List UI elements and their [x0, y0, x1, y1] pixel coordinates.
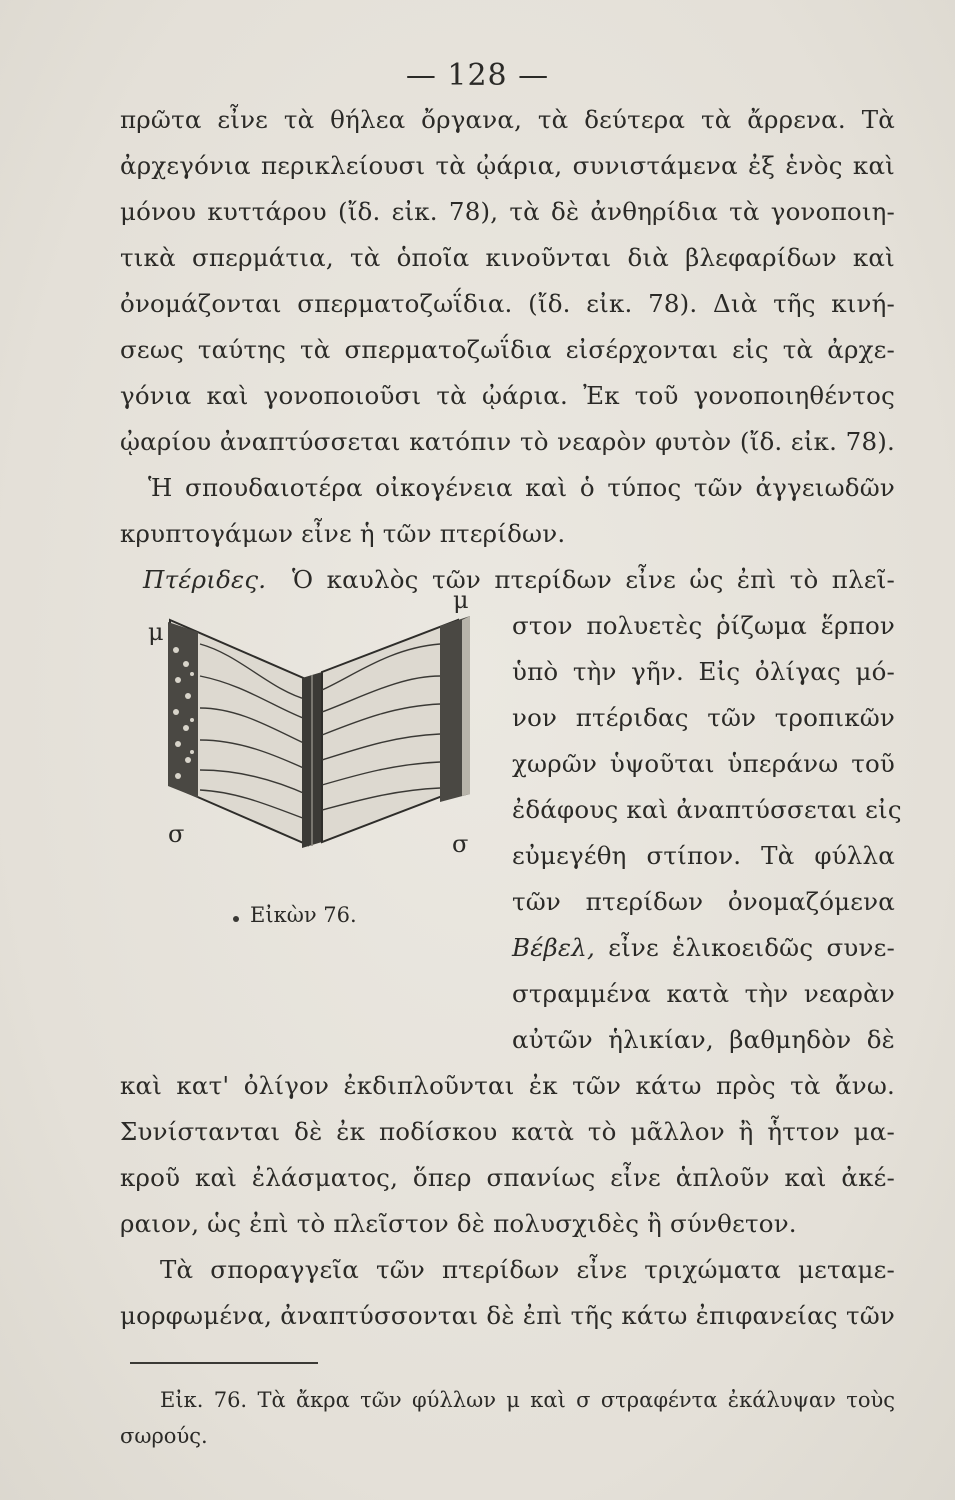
text-line: Συνίστανται δὲ ἐκ ποδίσκου κατὰ τὸ μᾶλλον ἢ ἧττον μα-	[120, 1117, 895, 1146]
text-line: τικὰ σπερμάτια, τὰ ὁποῖα κινοῦνται διὰ βλεφαρίδων καὶ	[120, 243, 895, 272]
figure-76-illustration	[140, 580, 500, 860]
text-line: Ἡ σπουδαιοτέρα οἰκογένεια καὶ ὁ τύπος τῶν ἀγγειωδῶν	[148, 473, 895, 502]
text-span: εἶνε ἑλικοειδῶς συνε-	[608, 933, 895, 962]
text-line: αὐτῶν ἡλικίαν, βαθμηδὸν δὲ	[512, 1025, 895, 1054]
text-line: ἀρχεγόνια περικλείουσι τὰ ᾠάρια, συνιστάμενα ἐξ ἑνὸς καὶ	[120, 151, 895, 180]
text-line: κρυπτογάμων εἶνε ἡ τῶν πτερίδων.	[120, 519, 566, 548]
text-line: κροῦ καὶ ἐλάσματος, ὅπερ σπανίως εἶνε ἁπλοῦν καὶ ἀκέ-	[120, 1163, 895, 1192]
text-line: μόνου κυττάρου (ἴδ. εἰκ. 78), τὰ δὲ ἀνθηρίδια τὰ γονοποιη-	[120, 197, 895, 226]
text-line: νον πτέριδας τῶν τροπικῶν	[512, 703, 895, 732]
footnote-rule	[130, 1362, 318, 1364]
footnote-line: Εἰκ. 76. Τὰ ἄκρα τῶν φύλλων μ καὶ σ στραφέντα ἐκάλυψαν τοὺς	[160, 1388, 895, 1412]
label-mu-left: μ	[148, 618, 164, 646]
text-line: πρῶτα εἶνε τὰ θήλεα ὄργανα, τὰ δεύτερα τὰ ἄρρενα. Τὰ	[120, 105, 895, 134]
text-line: τῶν πτερίδων ὀνομαζόμενα	[512, 887, 895, 916]
text-line: σεως ταύτης τὰ σπερματοζωΐδια εἰσέρχονται εἰς τὰ ἀρχε-	[120, 335, 895, 364]
label-sigma-left: σ	[168, 820, 185, 848]
fern-leaf-drawing	[140, 580, 500, 860]
text-line: στραμμένα κατὰ τὴν νεαρὰν	[512, 979, 895, 1008]
text-line: χωρῶν ὑψοῦται ὑπεράνω τοῦ	[512, 749, 895, 778]
text-line: Τὰ σποραγγεῖα τῶν πτερίδων εἶνε τριχώματα μεταμε-	[160, 1255, 895, 1284]
term-vebel: Βέβελ,	[512, 933, 595, 962]
label-sigma-right: σ	[452, 830, 469, 858]
figure-caption: Εἰκὼν 76.	[250, 903, 357, 927]
bullet-mark	[233, 916, 239, 922]
section-title: Πτέριδες.	[143, 565, 267, 594]
text-line: εὐμεγέθη στίπον. Τὰ φύλλα	[512, 841, 895, 870]
text-line: ὑπὸ τὴν γῆν. Εἰς ὀλίγας μό-	[512, 657, 895, 686]
text-line: στον πολυετὲς ῥίζωμα ἕρπον	[512, 611, 895, 640]
text-line: ραιον, ὡς ἐπὶ τὸ πλεῖστον δὲ πολυσχιδὲς ἢ σύνθετον.	[120, 1209, 797, 1238]
text-line	[512, 928, 895, 968]
text-line: ἐδάφους καὶ ἀναπτύσσεται εἰς	[512, 795, 902, 824]
text-line: γόνια καὶ γονοποιοῦσι τὰ ᾠάρια. Ἐκ τοῦ γονοποιηθέντος	[120, 381, 895, 410]
text-line: ὀνομάζονται σπερματοζωΐδια. (ἴδ. εἰκ. 78). Διὰ τῆς κινή-	[120, 289, 895, 318]
text-line: μορφωμένα, ἀναπτύσσονται δὲ ἐπὶ τῆς κάτω ἐπιφανείας τῶν	[120, 1301, 895, 1330]
label-mu-right: μ	[453, 586, 469, 614]
text-line: καὶ κατ' ὀλίγον ἐκδιπλοῦνται ἐκ τῶν κάτω πρὸς τὰ ἄνω.	[120, 1071, 895, 1100]
text-line: Ὁ καυλὸς τῶν πτερίδων εἶνε ὡς ἐπὶ τὸ πλεῖ-	[292, 565, 895, 594]
text-line: ᾠαρίου ἀναπτύσσεται κατόπιν τὸ νεαρὸν φυτὸν (ἴδ. εἰκ. 78).	[120, 427, 895, 456]
page-number: — 128 —	[405, 58, 550, 93]
footnote-line: σωρούς.	[120, 1424, 208, 1448]
